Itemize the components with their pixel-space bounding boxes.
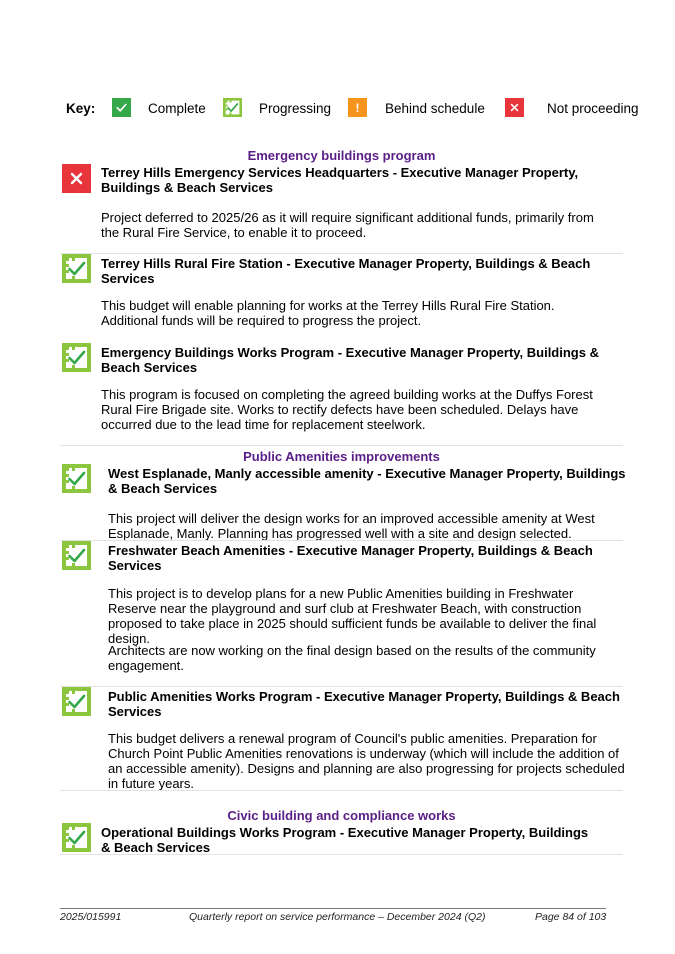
key-progressing-label: Progressing [259,101,332,116]
progress-check-icon [223,98,242,117]
item-body: This budget delivers a renewal program of Council's public amenities. Preparation for Church Point Public Amenities renovations is underway (which will include the addition of an accessible amenity). Designs and planning are also progressing for projects scheduled in future years. [108,731,625,791]
item-body: This project is to develop plans for a new Public Amenities building in Freshwater Reserve near the playground and surf club at Freshwater Beach, with construction proposed to take place in 2025 should sufficient funds be available to deliver the final design. [108,586,597,646]
divider [60,445,623,446]
complete-icon [112,98,131,117]
item-body: Architects are now working on the final design based on the results of the community engagement. [108,643,596,673]
progress-check-icon [62,687,91,716]
item-body: Project deferred to 2025/26 as it will require significant additional funds, primarily from the Rural Fire Service, to enable it to proceed. [101,210,594,240]
progress-check-icon [62,254,91,283]
footer-rule [60,908,606,909]
footer-report-title: Quarterly report on service performance – December 2024 (Q2) [189,911,486,923]
section-heading: Emergency buildings program [247,148,436,163]
section-heading: Public Amenities improvements [243,449,440,464]
footer-page-number: Page 84 of 103 [535,911,607,923]
progress-check-icon [62,343,91,372]
item-title: Emergency Buildings Works Program - Executive Manager Property, Buildings & Beach Services [101,345,599,375]
key-not-proceeding-label: Not proceeding [547,101,639,116]
key-complete-label: Complete [148,101,206,116]
progress-check-icon [62,464,91,493]
cross-icon [62,164,91,193]
divider [60,540,623,541]
item-title: Operational Buildings Works Program - Executive Manager Property, Buildings & Beach Services [101,825,589,855]
progress-check-icon [62,541,91,570]
footer-doc-number: 2025/015991 [60,911,122,923]
item-title: Public Amenities Works Program - Executive Manager Property, Buildings & Beach Services [108,689,620,719]
divider [60,686,623,687]
key-behind-label: Behind schedule [385,101,485,116]
divider [60,854,623,855]
status-key [66,98,645,120]
item-title: Terrey Hills Rural Fire Station - Executive Manager Property, Buildings & Beach Services [101,256,591,286]
item-body: This budget will enable planning for works at the Terrey Hills Rural Fire Station. Additional funds will be required to progress the project. [101,298,555,328]
item-title: West Esplanade, Manly accessible amenity - Executive Manager Property, Buildings & Beach Services [108,466,626,496]
item-body: This program is focused on completing the agreed building works at the Duffys Forest Rural Fire Brigade site. Works to rectify defects have been scheduled. Delays have occurred due to the lead time for replacement steelwork. [101,387,593,432]
item-title: Terrey Hills Emergency Services Headquarters - Executive Manager Property, Buildings & Beach Services [101,165,579,195]
cross-icon [505,98,524,117]
warning-icon: ! [348,98,367,117]
divider [60,790,623,791]
divider [60,253,623,254]
item-body: This project will deliver the design works for an improved accessible amenity at West Esplanade, Manly. Planning has progressed well with a site and design selected. [108,511,595,541]
key-label: Key: [66,101,96,116]
progress-check-icon [62,823,91,852]
item-title: Freshwater Beach Amenities - Executive Manager Property, Buildings & Beach Services [108,543,593,573]
section-heading: Civic building and compliance works [227,808,456,823]
